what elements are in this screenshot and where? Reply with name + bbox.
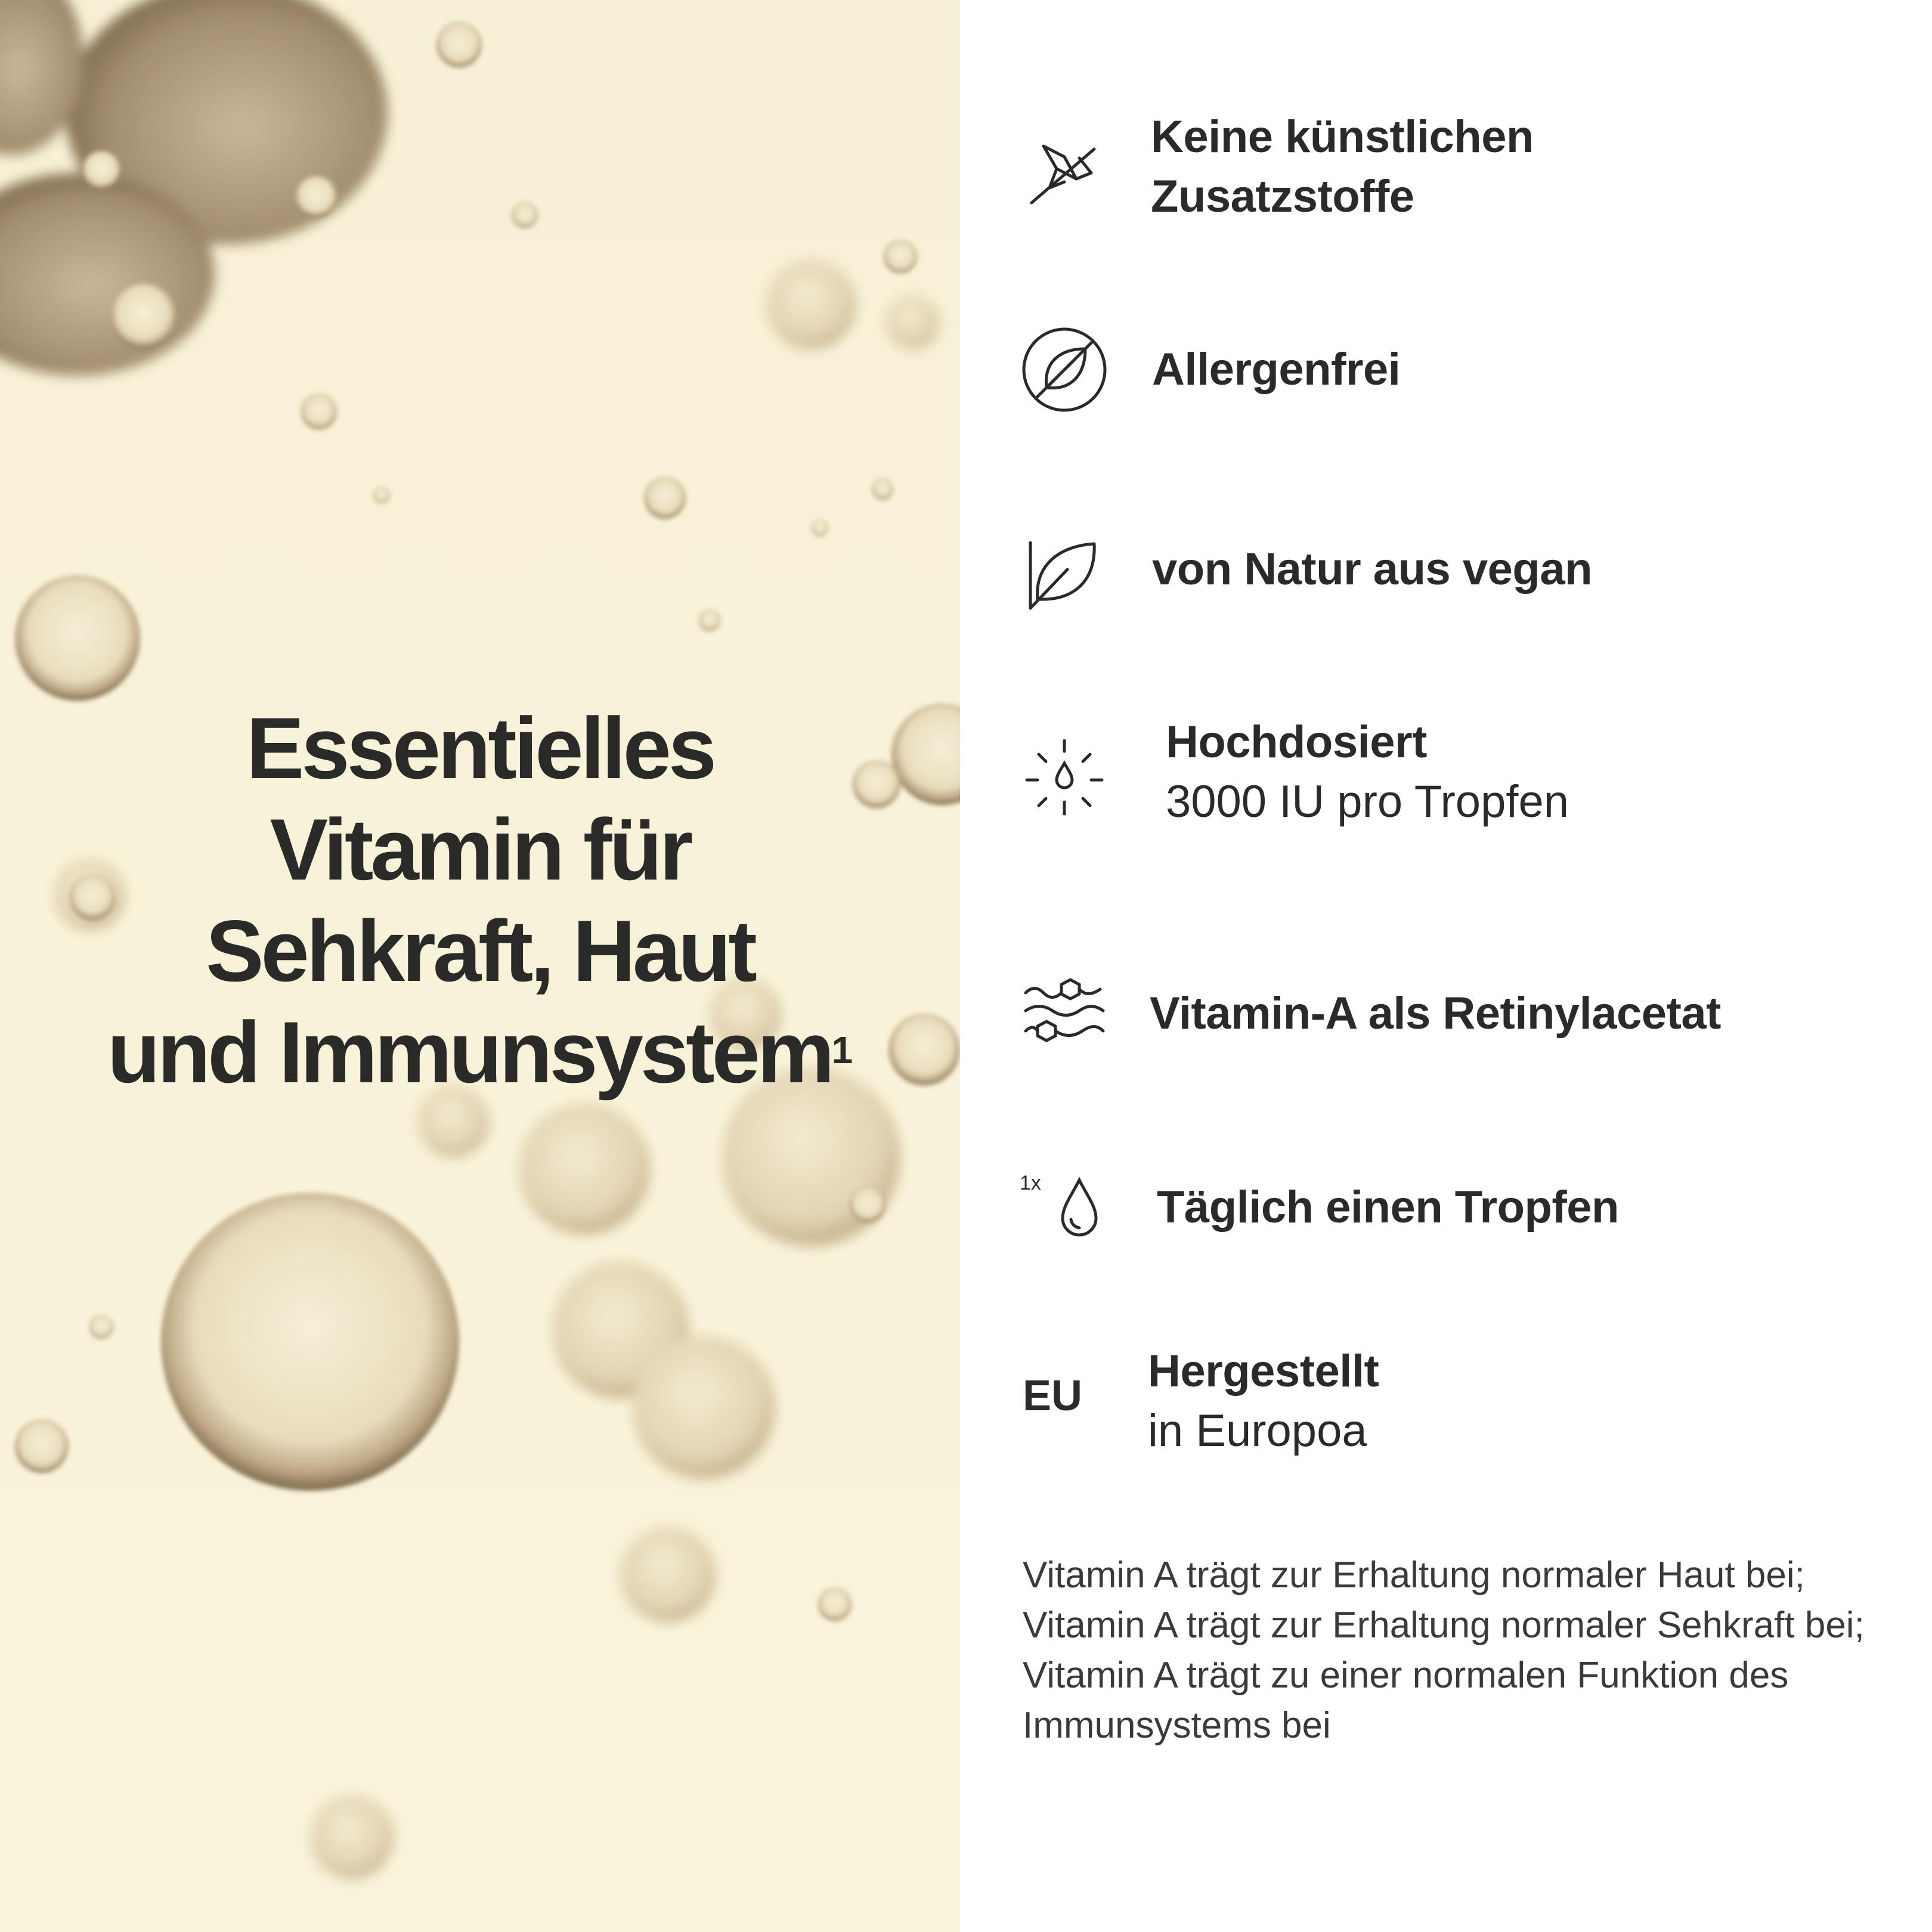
feature-title: Hergestellt [1148, 1346, 1379, 1397]
feature-title: von Natur aus vegan [1152, 544, 1593, 595]
no-allergen-leaf-icon [1020, 325, 1109, 414]
feature-title: Vitamin-A als Retinylacetat [1150, 988, 1721, 1039]
feature-title: Täglich einen Tropfen [1157, 1182, 1619, 1233]
molecule-waves-icon [1020, 969, 1109, 1058]
bubbles-image-panel [0, 0, 960, 1932]
sun-drop-icon [1020, 733, 1109, 823]
feature-subtitle: in Europoa [1148, 1405, 1367, 1456]
health-claim-footnote: Vitamin A trägt zur Erhaltung normaler Haut bei; Vitamin A trägt zur Erhaltung normaler Sehkraft bei; Vitamin A trägt zu einer normalen Funktion des Immunsystems bei [1023, 1555, 1865, 1746]
no-additives-icon [1020, 122, 1109, 212]
headline-line-3: Sehkraft, Haut [206, 902, 754, 999]
feature-title-line-1: Keine künstlichen [1151, 112, 1534, 162]
features-panel [960, 0, 1932, 1932]
headline-line-4 [0, 1002, 960, 1103]
feature-title: Allergenfrei [1152, 344, 1401, 395]
eu-label: EU [1023, 1372, 1083, 1420]
headline-line-4-text: und Immunsystem [107, 1004, 832, 1101]
dosage-badge: 1x [1020, 1172, 1041, 1194]
footnote-marker: 1 [831, 1029, 853, 1072]
feature-title: Hochdosiert [1166, 717, 1427, 767]
feature-subtitle: 3000 IU pro Tropfen [1166, 776, 1569, 827]
headline-line-1: Essentielles [246, 699, 714, 797]
headline [0, 698, 960, 1103]
feature-title-line-2: Zusatzstoffe [1151, 171, 1414, 222]
headline-line-2: Vitamin für [270, 801, 691, 898]
drop-icon [1044, 1172, 1115, 1243]
leaf-icon [1020, 531, 1109, 620]
